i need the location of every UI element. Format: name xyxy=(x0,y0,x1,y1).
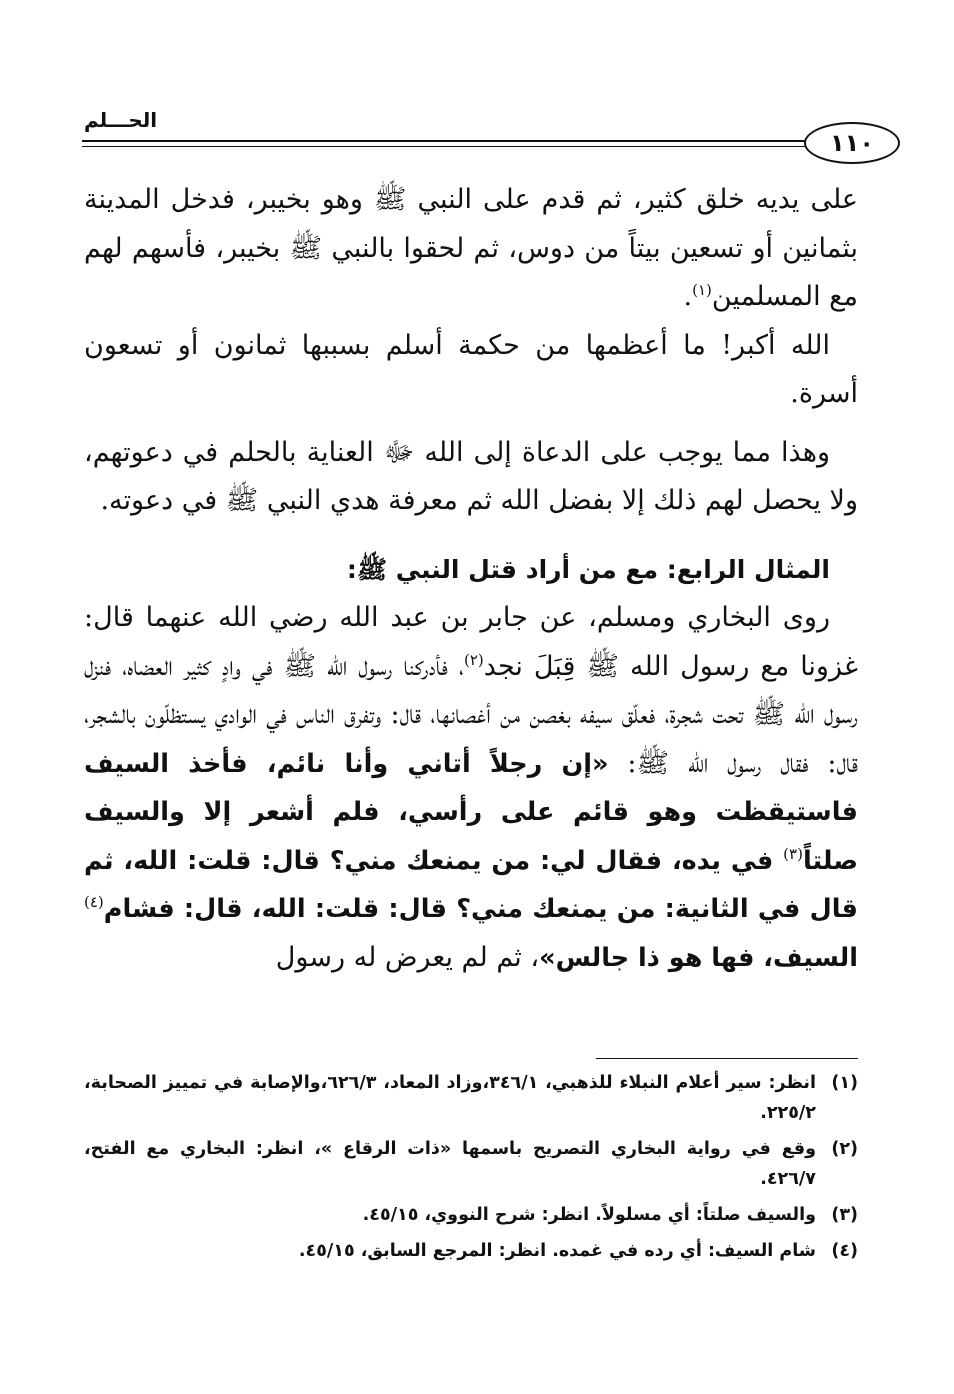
footnote-number: (٣) xyxy=(831,1205,858,1225)
footnote-2 xyxy=(84,1134,858,1194)
paragraph-1-text: على يديه خلق كثير، ثم قدم على النبي ﷺ وهو بخيبر، فدخل المدينة بثمانين أو تسعين بيتاً من دوس، ثم لحقوا بالنبي ﷺ بخيبر، فأسهم لهم مع المسلمين xyxy=(84,184,858,312)
footnote-number: (٢) xyxy=(831,1139,858,1159)
main-text xyxy=(84,176,858,982)
hadith-quote-part-2: في يده، فقال لي: من يمنعك مني؟ قال: قلت: الله، ثم قال في الثانية: من يمنعك مني؟ قال: قلت: الله، قال: فشام xyxy=(84,845,858,924)
paragraph-3: وهذا مما يوجب على الدعاة إلى الله ﷻ العناية بالحلم في دعوتهم، ولا يحصل لهم ذلك إلا بفضل الله ثم معرفة هدي النبي ﷺ في دعوته. xyxy=(84,436,858,516)
footnotes xyxy=(84,1068,858,1272)
paragraph-4 xyxy=(84,594,858,982)
paragraph-4-part-b: ، فأدركنا رسول الله ﷺ في وادٍ كثير العضاه، فنزل رسول الله ﷺ تحت شجرة، فعلّق سيفه بغصن من أغصانها، قال: وتفرق الناس في الوادي يستظلّون بالشجر، قال: فقال رسول الله ﷺ: xyxy=(84,650,859,779)
hadith-quote-part-1: «إن رجلاً أتاني وأنا نائم، فأخذ السيف فاستيقظت وهو قائم على رأسي، فلم أشعر إلا والسيف صلتاً xyxy=(84,748,858,876)
paragraph-4-part-f: ، ثم لم يعرض له رسول xyxy=(275,941,540,973)
footnote-3 xyxy=(84,1200,858,1230)
hadith-quote-part-3: السيف، فها هو ذا جالس» xyxy=(539,942,858,973)
section-heading: المثال الرابع: مع من أراد قتل النبي ﷺ: xyxy=(346,554,830,584)
running-title: الحـــلم xyxy=(84,108,158,132)
footnote-ref-3: (٣) xyxy=(783,844,803,863)
footnote-ref-4: (٤) xyxy=(84,893,104,911)
paragraph-4-part-a: روى البخاري ومسلم، عن جابر بن عبد الله رضي الله عنهما قال: غزونا مع رسول الله ﷺ قِبَلَ نجد xyxy=(84,602,858,682)
page-number: ١١٠ xyxy=(830,129,874,157)
footnote-text: شام السيف: أي رده في غمده. انظر: المرجع السابق، ٤٥/١٥. xyxy=(298,1241,816,1261)
page-number-oval xyxy=(804,122,900,164)
paragraph-1-end: . xyxy=(683,281,693,312)
footnote-number: (٤) xyxy=(831,1241,858,1261)
paragraph-2: الله أكبر! ما أعظمها من حكمة أسلم بسببها ثمانون أو تسعون أسرة. xyxy=(84,329,858,409)
footnote-1 xyxy=(84,1068,858,1128)
footnote-text: والسيف صلتاً: أي مسلولاً. انظر: شرح النووي، ٤٥/١٥. xyxy=(362,1205,816,1225)
header-rule xyxy=(82,140,834,142)
footnote-ref-1: (١) xyxy=(692,281,712,299)
footnote-ref-2: (٢) xyxy=(464,650,484,669)
header-rule-thin xyxy=(82,146,834,147)
footnote-text: وقع في رواية البخاري التصريح باسمها «ذات الرقاع »، انظر: البخاري مع الفتح، ٤٢٦/٧. xyxy=(84,1139,816,1189)
footnote-text: انظر: سير أعلام النبلاء للذهبي، ٣٤٦/١،وزاد المعاد، ٦٢٦/٣،والإصابة في تمييز الصحابة، ٢٢٥/٢. xyxy=(84,1073,816,1123)
footnote-4 xyxy=(84,1236,858,1266)
footnote-separator xyxy=(596,1058,858,1059)
footnote-number: (١) xyxy=(831,1073,858,1093)
paragraph-1 xyxy=(84,176,858,322)
